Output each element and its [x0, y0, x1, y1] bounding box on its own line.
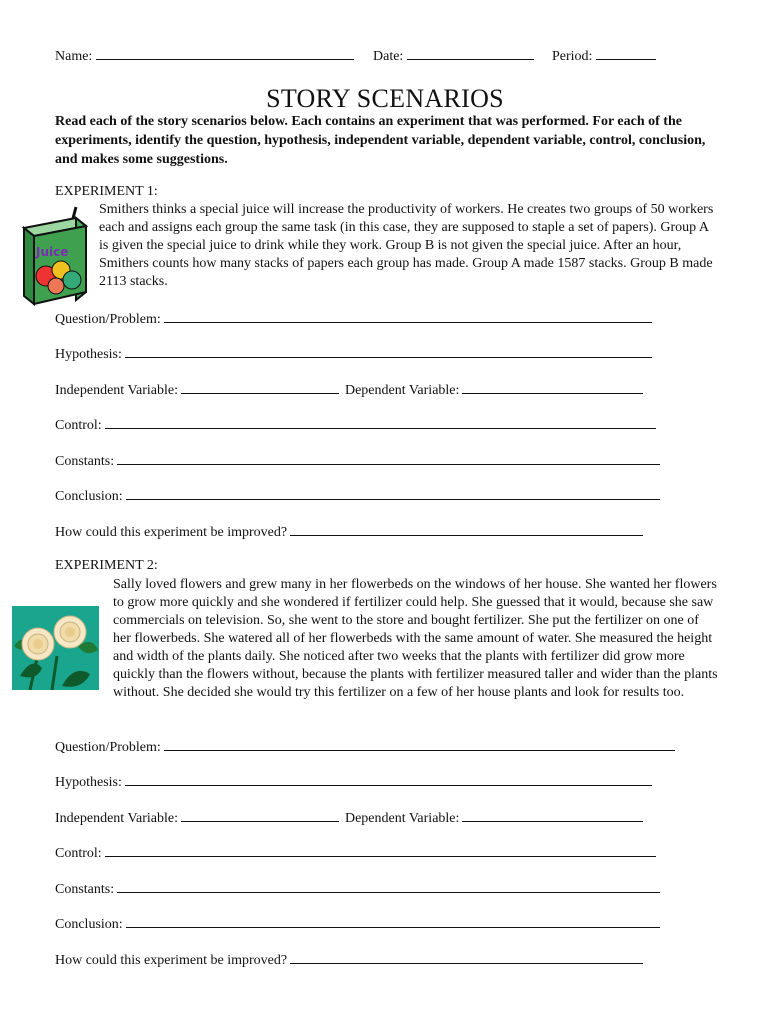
exp2-improve-label: How could this experiment be improved? [55, 953, 288, 968]
exp2-constants-row [55, 880, 660, 898]
exp2-hypothesis-row [55, 773, 652, 791]
exp1-hypothesis-row [55, 345, 652, 363]
exp2-independent-field[interactable] [181, 809, 339, 822]
exp2-constants-label: Constants: [55, 882, 115, 897]
name-label: Name: [55, 49, 93, 64]
exp2-conclusion-field[interactable] [126, 915, 660, 928]
exp1-conclusion-label: Conclusion: [55, 489, 123, 504]
exp1-improve-field[interactable] [290, 523, 643, 536]
date-field[interactable] [407, 46, 534, 60]
juice-box-image [16, 204, 88, 306]
exp1-constants-label: Constants: [55, 454, 115, 469]
experiment-1-story: Smithers thinks a special juice will increase the productivity of workers. He creates two groups of 50 workers each and assigns each group the same task (in this case, they are supposed to staple a set of papers). Group A is given the special juice to drink while they work. Group B is not given the special juice. After an hour, Smithers counts how many stacks of papers each group has made. Group A made 1587 stacks. Group B made 2113 stacks. [99, 202, 714, 289]
exp1-improve-label: How could this experiment be improved? [55, 525, 288, 540]
exp1-dependent-field[interactable] [462, 381, 643, 394]
exp1-constants-field[interactable] [117, 452, 660, 465]
exp1-conclusion-field[interactable] [126, 487, 660, 500]
instructions: Read each of the story scenarios below. Each contains an experiment that was performed. For each of the experiments, identify the question, hypothesis, independent variable, dependent variable, control, conclusion, and makes some suggestions. [55, 114, 706, 167]
name-field[interactable] [96, 46, 354, 60]
exp2-improve-field[interactable] [290, 951, 643, 964]
exp1-hypothesis-field[interactable] [125, 345, 652, 358]
exp1-independent-field[interactable] [181, 381, 339, 394]
exp2-question-label: Question/Problem: [55, 740, 161, 755]
page-title: STORY SCENARIOS [266, 84, 504, 113]
exp2-constants-field[interactable] [117, 880, 660, 893]
name-field-row [55, 46, 354, 65]
exp1-conclusion-row [55, 487, 660, 505]
exp1-hypothesis-label: Hypothesis: [55, 347, 122, 362]
date-field-row [373, 46, 534, 65]
exp1-improve-row [55, 523, 643, 541]
exp2-hypothesis-field[interactable] [125, 773, 652, 786]
exp2-dependent-label: Dependent Variable: [344, 811, 460, 826]
experiment-2-label: EXPERIMENT 2: [55, 558, 158, 573]
exp2-dependent-field[interactable] [462, 809, 643, 822]
exp1-dependent-label: Dependent Variable: [344, 383, 460, 398]
juice-box-text: Juice [36, 245, 69, 259]
exp2-control-label: Control: [55, 846, 102, 861]
exp2-conclusion-label: Conclusion: [55, 917, 123, 932]
exp1-variables-row [55, 381, 643, 399]
experiment-2-story: Sally loved flowers and grew many in her flowerbeds on the windows of her house. She wanted her flowers to grow more quickly and she wondered if fertilizer could help. She guessed that it would, because she saw commercials on television. So, she went to the store and bought fertilizer. She put the fertilizer on one of her flowerbeds. She watered all of her flowerbeds with the same amount of water. She measured the height and width of the plants daily. She noticed after two weeks that the plants with fertilizer did grow more quickly than the flowers without, because the plants with fertilizer measured taller and wider than the plants without. She decided she would try this fertilizer on a few of her house plants and look for results too. [113, 577, 718, 700]
exp2-conclusion-row [55, 915, 660, 933]
exp1-question-row [55, 310, 652, 328]
date-label: Date: [373, 49, 404, 64]
exp1-independent-label: Independent Variable: [55, 383, 178, 398]
exp1-control-row [55, 416, 656, 434]
period-field[interactable] [596, 46, 656, 60]
exp1-control-label: Control: [55, 418, 102, 433]
exp2-control-field[interactable] [105, 844, 656, 857]
exp2-improve-row [55, 951, 643, 969]
exp2-hypothesis-label: Hypothesis: [55, 775, 122, 790]
exp1-control-field[interactable] [105, 416, 656, 429]
exp2-variables-row [55, 809, 643, 827]
exp2-question-row [55, 738, 675, 756]
roses-image [12, 606, 99, 690]
exp2-independent-label: Independent Variable: [55, 811, 178, 826]
exp2-question-field[interactable] [164, 738, 675, 751]
period-label: Period: [552, 49, 593, 64]
exp1-question-label: Question/Problem: [55, 312, 161, 327]
experiment-1-label: EXPERIMENT 1: [55, 184, 158, 199]
exp2-control-row [55, 844, 656, 862]
exp1-question-field[interactable] [164, 310, 652, 323]
period-field-row [552, 46, 656, 65]
exp1-constants-row [55, 452, 660, 470]
